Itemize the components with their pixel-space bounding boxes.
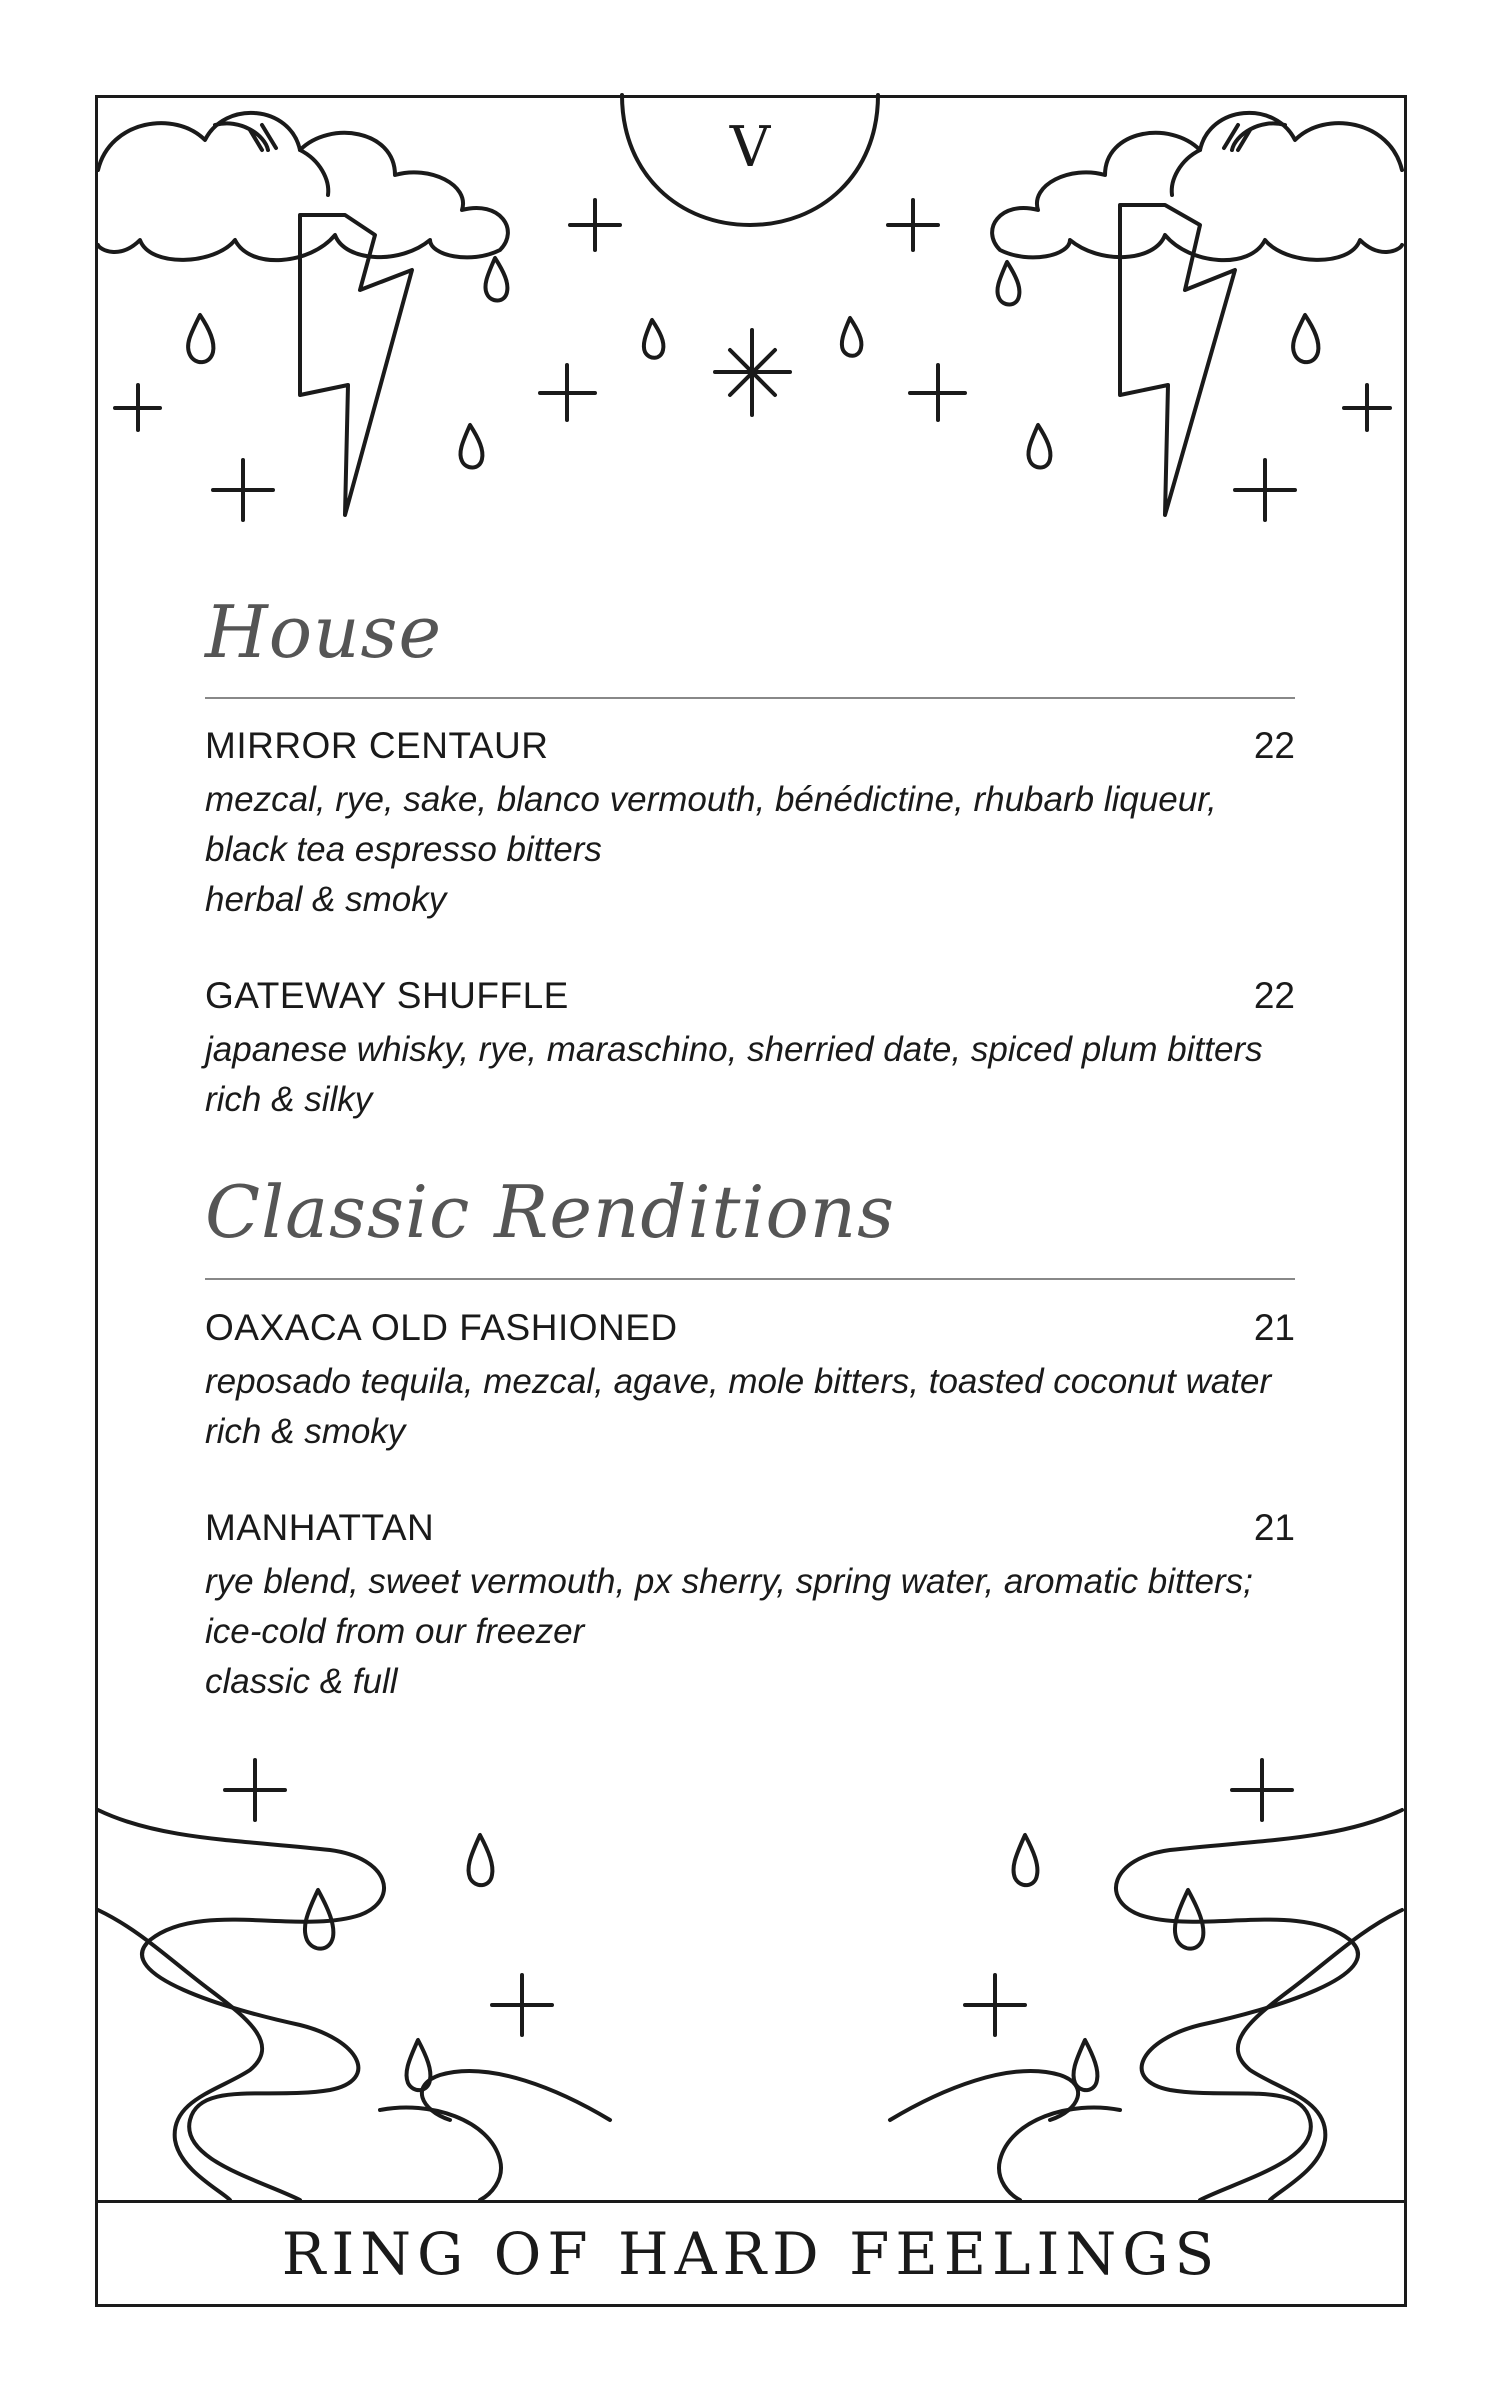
section-title-classic-renditions: Classic Renditions [205,1170,896,1254]
river-wave-icon [380,2107,501,2200]
item-price: 21 [1253,1307,1295,1348]
item-description-line: classic & full [205,1662,398,1701]
item-price: 22 [1253,725,1295,766]
item-description [205,1357,1305,1457]
river-wave-icon [1238,1910,1402,2200]
item-description-line: rich & smoky [205,1412,406,1451]
raindrop-icon [468,1835,492,1885]
section-title-house: House [205,590,443,674]
item-description-line: reposado tequila, mezcal, agave, mole bitters, toasted coconut water [205,1362,1272,1401]
item-price: 21 [1253,1507,1295,1548]
sparkle-icon [965,1975,1025,2035]
raindrop-icon [1013,1835,1037,1885]
item-description-line: herbal & smoky [205,880,447,919]
item-description [205,1557,1305,1707]
footer-divider [95,2200,1407,2203]
item-name: OAXACA OLD FASHIONED [205,1307,678,1348]
section-divider [205,697,1295,699]
item-description-line: ice-cold from our freezer [205,1612,585,1651]
raindrop-icon [1073,2040,1097,2090]
item-description-line: japanese whisky, rye, maraschino, sherried date, spiced plum bitters [205,1030,1263,1069]
river-wave-icon [999,2107,1120,2200]
item-description [205,775,1305,925]
sparkle-icon [1232,1760,1292,1820]
item-description-line: mezcal, rye, sake, blanco vermouth, bénédictine, rhubarb liqueur, [205,780,1217,819]
sparkle-icon [225,1760,285,1820]
item-name: MIRROR CENTAUR [205,725,549,766]
card-numeral: V [729,115,771,180]
sparkle-icon [492,1975,552,2035]
item-description [205,1025,1305,1125]
item-description-line: rich & silky [205,1080,373,1119]
item-price: 22 [1253,975,1295,1016]
item-name: MANHATTAN [205,1507,435,1548]
river-wave-icon [1116,1810,1402,2200]
item-description-line: black tea espresso bitters [205,830,602,869]
item-name: GATEWAY SHUFFLE [205,975,569,1016]
raindrop-icon [1175,1890,1203,1949]
section-divider [205,1278,1295,1280]
river-wave-icon [98,1810,384,2200]
item-description-line: rye blend, sweet vermouth, px sherry, spring water, aromatic bitters; [205,1562,1253,1601]
footer-title: RING OF HARD FEELINGS [281,2220,1221,2288]
river-wave-icon [98,1910,262,2200]
